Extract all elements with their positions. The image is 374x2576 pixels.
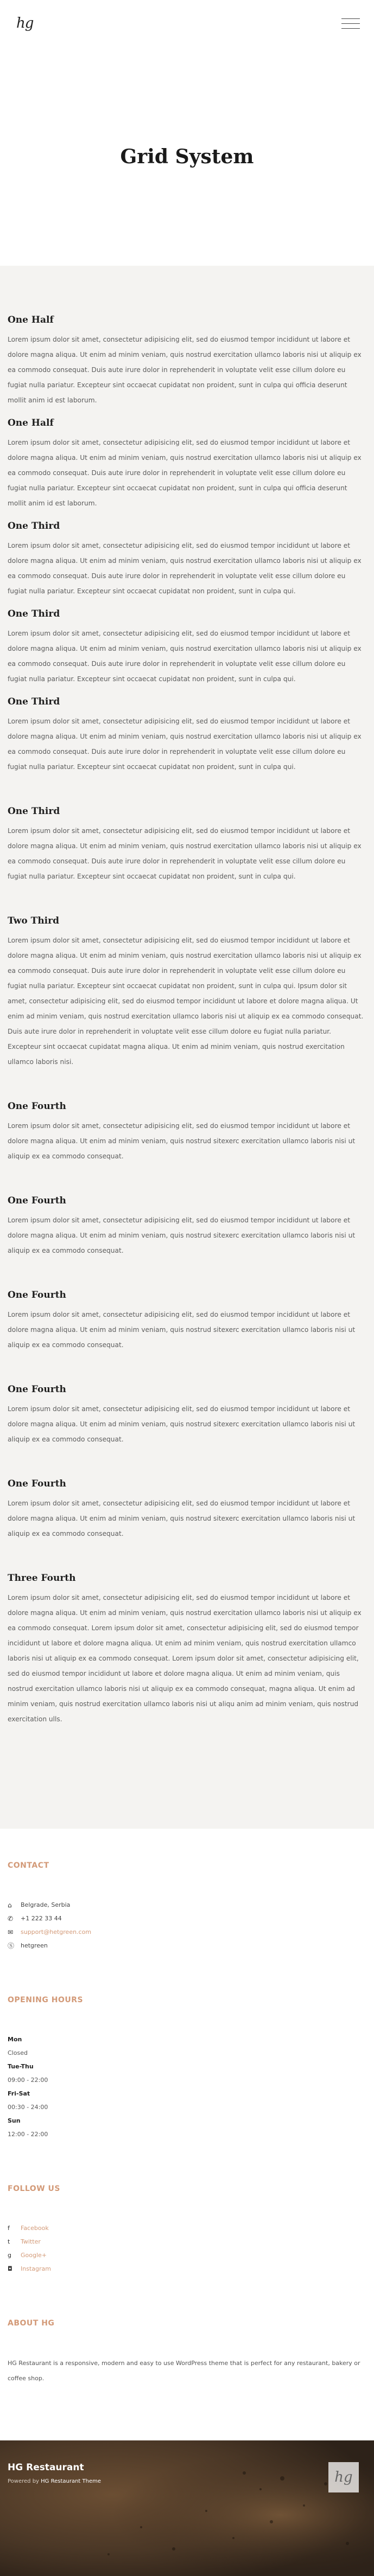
facebook-link[interactable]: Facebook bbox=[21, 2225, 49, 2232]
footer-widgets bbox=[0, 1829, 374, 2440]
content-block bbox=[8, 315, 366, 408]
contact-section bbox=[8, 1861, 366, 1952]
hours-title: OPENING HOURS bbox=[8, 1996, 84, 2004]
about-section bbox=[8, 2319, 366, 2386]
block-title: Two Third bbox=[8, 915, 59, 926]
content-block bbox=[8, 806, 366, 884]
block-text: Lorem ipsum dolor sit amet, consectetur adipisicing elit, sed do eiusmod tempor incididunt ut labore et dolore magna aliqua. Ut enim ad minim veniam, quis nostrud sitexerc exercitation ullamco laboris nisi ut aliquip ex ea commodo consequat. bbox=[8, 1122, 356, 1160]
block-text: Lorem ipsum dolor sit amet, consectetur adipisicing elit, sed do eiusmod tempor incididunt ut labore et dolore magna aliqua. Ut enim ad minim veniam, quis nostrud exercitation ullamco laboris nisi ut aliquip ex ea commodo consequat. Duis aute irure dolor in reprehenderit in voluptate velit esse cillum dolore eu fugiat nulla pariatur. Excepteur sint occaecat cupidatat non proident, sunt in culpa qui officia deserunt mollit anim id est laborum. bbox=[8, 439, 362, 507]
envelope-icon: ✉ bbox=[8, 1928, 14, 1936]
block-title: One Fourth bbox=[8, 1384, 66, 1395]
powered-by bbox=[8, 2478, 101, 2484]
block-title: One Half bbox=[8, 418, 54, 428]
block-text: Lorem ipsum dolor sit amet, consectetur adipisicing elit, sed do eiusmod tempor incididunt ut labore et dolore magna aliqua. Ut enim ad minim veniam, quis nostrud sitexerc exercitation ullamco laboris nisi ut aliquip ex ea commodo consequat. bbox=[8, 1405, 356, 1443]
page-title-area bbox=[0, 54, 374, 266]
hours-section bbox=[8, 1996, 366, 2141]
google-plus-icon: g bbox=[8, 2252, 11, 2259]
instagram-icon: ◘ bbox=[8, 2265, 12, 2272]
skype-text: hetgreen bbox=[21, 1942, 48, 1949]
block-text: Lorem ipsum dolor sit amet, consectetur adipisicing elit, sed do eiusmod tempor incididunt ut labore et dolore magna aliqua. Ut enim ad minim veniam, quis nostrud exercitation ullamco laboris nisi ut aliquip ex ea commodo consequat. Lorem ipsum dolor sit amet, consectetur adipisicing elit, sed do eiusmod tempor incididunt ut labore et dolore magna aliqua. Ut enim ad minim veniam, quis nostrud exercitation ullamco laboris nisi ut aliquip ex ea commodo consequat. Lorem ipsum dolor sit amet, consectetur adipisicing elit, sed do eiusmod tempor incididunt ut labore et dolore magna aliqua. Ut enim ad minim veniam, quis nostrud exercitation ullamco laboris nisi ut aliquip ex ea commodo consequat, magna aliqua. Ut enim ad minim veniam, quis nostrud exercitation ullamco laboris nisi ut aliqu anim ad minim veniam, quis nostrud exercitation ulls. bbox=[8, 1594, 362, 1723]
about-title: ABOUT HG bbox=[8, 2319, 55, 2328]
facebook-icon: f bbox=[8, 2225, 10, 2232]
menu-line bbox=[341, 28, 360, 29]
footer-brand: HG Restaurant bbox=[8, 2462, 84, 2473]
content-block bbox=[8, 1290, 366, 1353]
block-text: Lorem ipsum dolor sit amet, consectetur adipisicing elit, sed do eiusmod tempor incididunt ut labore et dolore magna aliqua. Ut enim ad minim veniam, quis nostrud exercitation ullamco laboris nisi ut aliquip ex ea commodo consequat. Duis aute irure dolor in reprehenderit in voluptate velit esse cillum dolore eu fugiat nulla pariatur. Excepteur sint occaecat cupidatat non proident, sunt in culpa qui. Ipsum dolor sit amet, consectetur adipisicing elit, sed do eiusmod tempor incididunt ut labore et dolore magna aliqua. Ut enim ad minim veniam, quis nostrud exercitation ullamco laboris nisi ut aliquip ex ea commodo consequat. Duis aute irure dolor in reprehenderit in voluptate velit esse cillum dolore eu fugiat nulla pariatur. Excepteur sint occaecat cupidatat magna aliqua. Ut enim ad minim veniam, quis nostrud exercitation ullamco laboris nisi. bbox=[8, 937, 364, 1066]
hours-time: 12:00 - 22:00 bbox=[8, 2131, 48, 2138]
content-block bbox=[8, 418, 366, 511]
block-text: Lorem ipsum dolor sit amet, consectetur adipisicing elit, sed do eiusmod tempor incididunt ut labore et dolore magna aliqua. Ut enim ad minim veniam, quis nostrud exercitation ullamco laboris nisi ut aliquip ex ea commodo consequat. Duis aute irure dolor in reprehenderit in voluptate velit esse cillum dolore eu fugiat nulla pariatur. Excepteur sint occaecat cupidatat non proident, sunt in culpa qui officia deserunt mollit anim id est laborum. bbox=[8, 336, 362, 404]
block-text: Lorem ipsum dolor sit amet, consectetur adipisicing elit, sed do eiusmod tempor incididunt ut labore et dolore magna aliqua. Ut enim ad minim veniam, quis nostrud exercitation ullamco laboris nisi ut aliquip ex ea commodo consequat. Duis aute irure dolor in reprehenderit in voluptate velit esse cillum dolore eu fugiat nulla pariatur. Excepteur sint occaecat cupidatat non proident, sunt in culpa qui. bbox=[8, 630, 362, 683]
grid-content bbox=[0, 266, 374, 1829]
content-block bbox=[8, 1573, 366, 1727]
hours-time: Closed bbox=[8, 2049, 28, 2056]
twitter-link[interactable]: Twitter bbox=[21, 2238, 41, 2245]
hamburger-icon[interactable] bbox=[341, 18, 360, 31]
content-block bbox=[8, 521, 366, 599]
content-block bbox=[8, 1478, 366, 1541]
contact-address bbox=[8, 1898, 366, 1912]
follow-instagram bbox=[8, 2262, 366, 2276]
phone-text: +1 222 33 44 bbox=[21, 1915, 62, 1922]
hours-day: Tue-Thu bbox=[8, 2063, 34, 2070]
google-plus-link[interactable]: Google+ bbox=[21, 2252, 47, 2259]
powered-prefix: Powered by bbox=[8, 2478, 39, 2484]
block-title: One Fourth bbox=[8, 1195, 66, 1206]
theme-link[interactable]: HG Restaurant Theme bbox=[41, 2478, 102, 2484]
phone-icon: ✆ bbox=[8, 1914, 14, 1923]
content-block bbox=[8, 1101, 366, 1164]
menu-line bbox=[341, 23, 360, 24]
block-title: One Fourth bbox=[8, 1290, 66, 1300]
follow-title: FOLLOW US bbox=[8, 2184, 60, 2193]
block-text: Lorem ipsum dolor sit amet, consectetur adipisicing elit, sed do eiusmod tempor incididunt ut labore et dolore magna aliqua. Ut enim ad minim veniam, quis nostrud exercitation ullamco laboris nisi ut aliquip ex ea commodo consequat. Duis aute irure dolor in reprehenderit in voluptate velit esse cillum dolore eu fugiat nulla pariatur. Excepteur sint occaecat cupidatat non proident, sunt in culpa qui. bbox=[8, 542, 362, 595]
block-text: Lorem ipsum dolor sit amet, consectetur adipisicing elit, sed do eiusmod tempor incididunt ut labore et dolore magna aliqua. Ut enim ad minim veniam, quis nostrud sitexerc exercitation ullamco laboris nisi ut aliquip ex ea commodo consequat. bbox=[8, 1216, 356, 1254]
contact-title: CONTACT bbox=[8, 1861, 49, 1870]
hours-time: 00:30 - 24:00 bbox=[8, 2104, 48, 2111]
hours-day: Mon bbox=[8, 2036, 22, 2043]
footer-texture bbox=[0, 2440, 374, 2576]
content-block bbox=[8, 915, 366, 1069]
block-title: One Third bbox=[8, 521, 60, 531]
block-title: One Third bbox=[8, 608, 60, 619]
follow-twitter bbox=[8, 2235, 366, 2248]
page-title: Grid System bbox=[120, 145, 254, 168]
home-icon: ⌂ bbox=[8, 1901, 12, 1909]
block-text: Lorem ipsum dolor sit amet, consectetur adipisicing elit, sed do eiusmod tempor incididunt ut labore et dolore magna aliqua. Ut enim ad minim veniam, quis nostrud sitexerc exercitation ullamco laboris nisi ut aliquip ex ea commodo consequat. bbox=[8, 1500, 356, 1537]
hours-time: 09:00 - 22:00 bbox=[8, 2077, 48, 2084]
block-title: Three Fourth bbox=[8, 1573, 76, 1584]
follow-section bbox=[8, 2184, 366, 2276]
block-title: One Half bbox=[8, 315, 54, 325]
follow-facebook bbox=[8, 2221, 366, 2235]
address-text: Belgrade, Serbia bbox=[21, 1901, 71, 1908]
contact-email bbox=[8, 1925, 366, 1939]
contact-phone bbox=[8, 1912, 366, 1925]
contact-skype bbox=[8, 1939, 366, 1952]
twitter-icon: t bbox=[8, 2238, 10, 2245]
email-link[interactable]: support@hetgreen.com bbox=[21, 1928, 92, 1936]
site-logo[interactable]: hg bbox=[16, 15, 34, 31]
about-text: HG Restaurant is a responsive, modern and easy to use WordPress theme that is perfect for any restaurant, bakery or coffee shop. bbox=[8, 2360, 360, 2382]
skype-icon: Ⓢ bbox=[8, 1942, 15, 1950]
site-footer bbox=[0, 2440, 374, 2576]
block-text: Lorem ipsum dolor sit amet, consectetur adipisicing elit, sed do eiusmod tempor incididunt ut labore et dolore magna aliqua. Ut enim ad minim veniam, quis nostrud exercitation ullamco laboris nisi ut aliquip ex ea commodo consequat. Duis aute irure dolor in reprehenderit in voluptate velit esse cillum dolore eu fugiat nulla pariatur. Excepteur sint occaecat cupidatat non proident, sunt in culpa qui. bbox=[8, 827, 362, 880]
block-title: One Third bbox=[8, 696, 60, 707]
content-block bbox=[8, 696, 366, 774]
block-title: One Third bbox=[8, 806, 60, 817]
content-block bbox=[8, 608, 366, 687]
block-title: One Fourth bbox=[8, 1101, 66, 1112]
follow-google-plus bbox=[8, 2248, 366, 2262]
menu-line bbox=[341, 18, 360, 19]
block-title: One Fourth bbox=[8, 1478, 66, 1489]
hours-day: Sun bbox=[8, 2117, 21, 2124]
block-text: Lorem ipsum dolor sit amet, consectetur adipisicing elit, sed do eiusmod tempor incididunt ut labore et dolore magna aliqua. Ut enim ad minim veniam, quis nostrud exercitation ullamco laboris nisi ut aliquip ex ea commodo consequat. Duis aute irure dolor in reprehenderit in voluptate velit esse cillum dolore eu fugiat nulla pariatur. Excepteur sint occaecat cupidatat non proident, sunt in culpa qui. bbox=[8, 717, 362, 771]
block-text: Lorem ipsum dolor sit amet, consectetur adipisicing elit, sed do eiusmod tempor incididunt ut labore et dolore magna aliqua. Ut enim ad minim veniam, quis nostrud sitexerc exercitation ullamco laboris nisi ut aliquip ex ea commodo consequat. bbox=[8, 1311, 356, 1349]
hours-day: Fri-Sat bbox=[8, 2090, 30, 2097]
instagram-link[interactable]: Instagram bbox=[21, 2265, 51, 2272]
content-block bbox=[8, 1195, 366, 1258]
top-bar bbox=[0, 0, 374, 54]
back-to-top-button[interactable]: hg bbox=[328, 2462, 359, 2492]
content-block bbox=[8, 1384, 366, 1447]
